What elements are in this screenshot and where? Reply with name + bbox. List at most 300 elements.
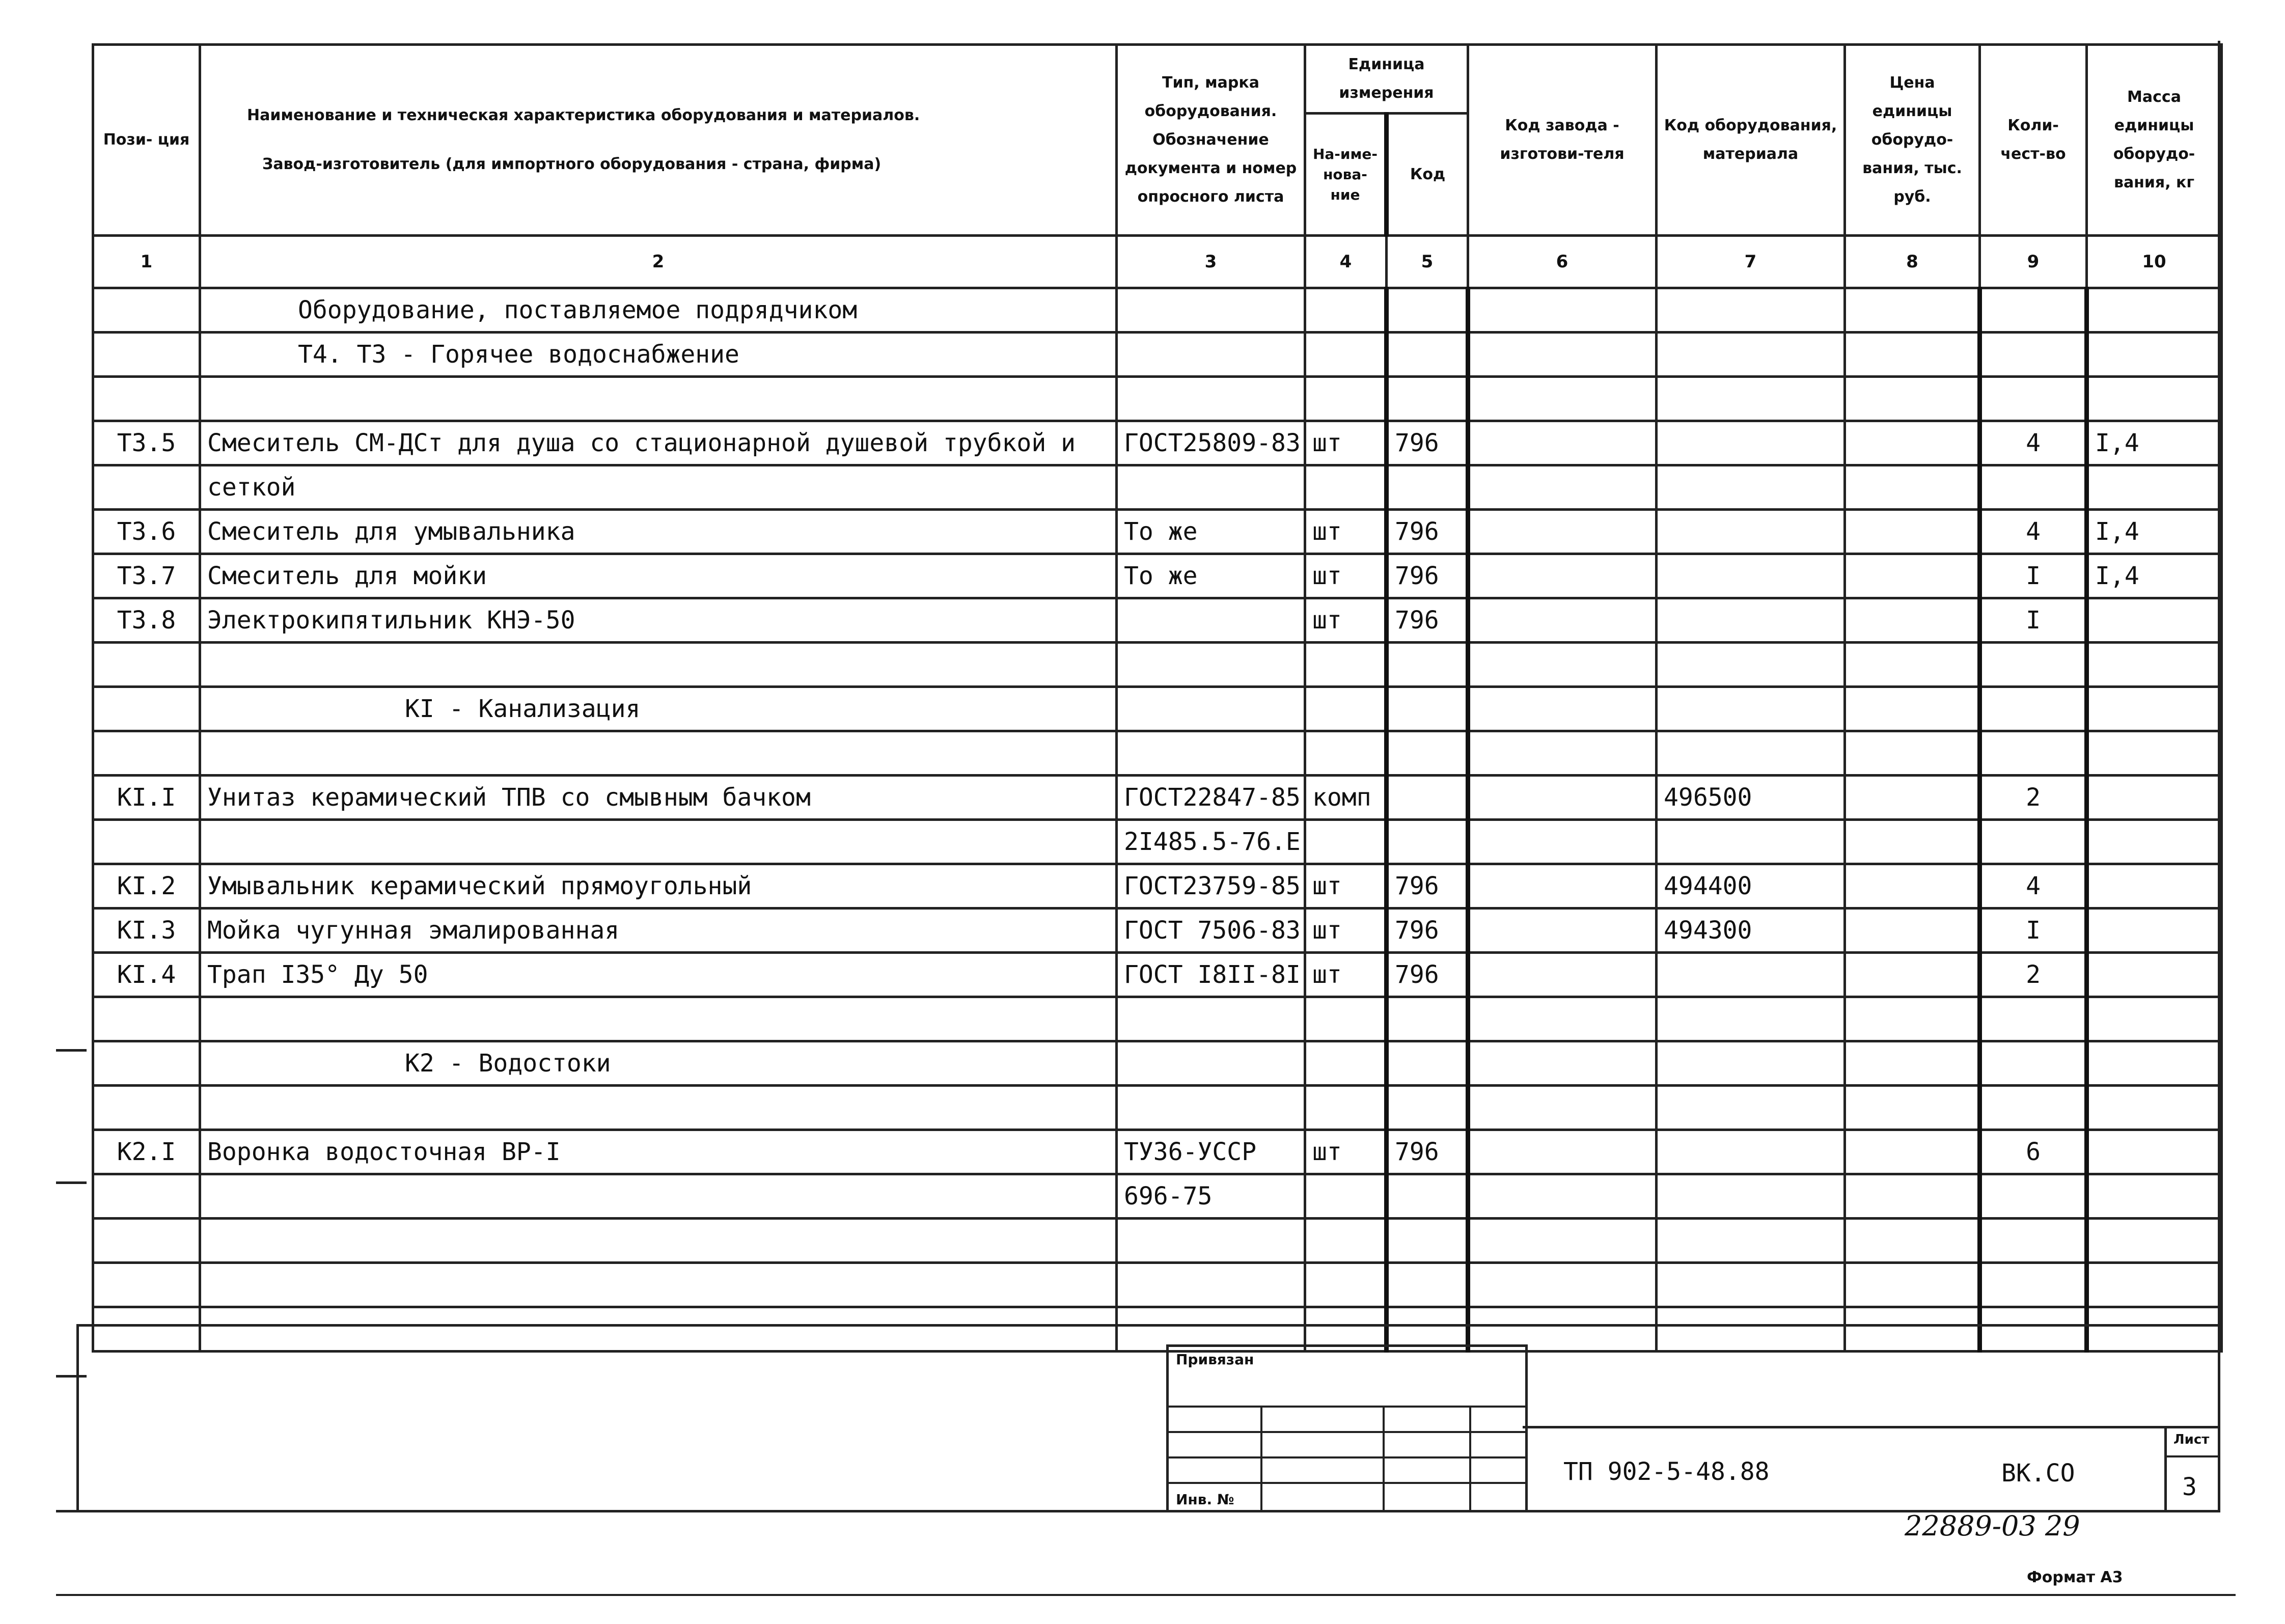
header-position: Пози- ция [93,45,200,236]
table-row [93,997,2222,1041]
price-cell [1845,1130,1980,1174]
unit-code-cell: 796 [1387,1130,1468,1174]
type-cell: ГОСТ25809-83 [1117,421,1305,465]
type-cell [1117,1041,1305,1086]
quantity-cell [1980,643,2087,687]
equipment-code-cell [1657,731,1845,776]
plant-code-cell [1468,465,1657,510]
header-equipment-code: Код оборудования, материала [1657,45,1845,236]
name-cell: Трап I35° Ду 50 [200,953,1117,997]
mass-cell [2087,1041,2222,1086]
unit-name-cell [1305,997,1387,1041]
plant-code-cell [1468,820,1657,864]
col-number: 3 [1117,236,1305,288]
table-row [93,909,2222,953]
position-cell [93,643,200,687]
header-name [200,45,1117,236]
plant-code-cell [1468,864,1657,909]
mass-cell [2087,864,2222,909]
table-row [93,1263,2222,1307]
price-cell [1845,510,1980,554]
quantity-cell [1980,1307,2087,1352]
quantity-cell: I [1980,909,2087,953]
unit-name-cell [1305,465,1387,510]
equipment-code-cell [1657,421,1845,465]
quantity-cell [1980,1263,2087,1307]
unit-code-cell: 796 [1387,598,1468,643]
price-cell [1845,1219,1980,1263]
name-cell [200,643,1117,687]
table-row [93,731,2222,776]
unit-name-cell: шт [1305,421,1387,465]
frame-line [56,1594,2236,1596]
name-cell: Унитаз керамический ТПВ со смывным бачком [200,776,1117,820]
mass-cell: I,4 [2087,421,2222,465]
quantity-cell [1980,1174,2087,1219]
specification-table [92,43,2223,1353]
plant-code-cell [1468,909,1657,953]
quantity-cell [1980,997,2087,1041]
mass-cell [2087,820,2222,864]
unit-code-cell [1387,1041,1468,1086]
header-type: Тип, марка оборудования. Обозначение документа и номер опросного листа [1117,45,1305,236]
frame-line [76,1324,79,1512]
unit-name-cell: шт [1305,598,1387,643]
table-row [93,377,2222,421]
name-cell [200,997,1117,1041]
type-cell: ГОСТ22847-85 [1117,776,1305,820]
tied-label: Привязан [1176,1351,1254,1368]
stamp-line [1169,1482,1525,1484]
unit-code-cell [1387,643,1468,687]
stamp-line [1169,1406,1525,1408]
quantity-cell: 4 [1980,421,2087,465]
equipment-code-cell [1657,953,1845,997]
unit-code-cell [1387,997,1468,1041]
quantity-cell [1980,1219,2087,1263]
plant-code-cell [1468,288,1657,333]
format-label: Формат А3 [2027,1568,2123,1586]
header-quantity: Коли-чест-во [1980,45,2087,236]
unit-code-cell [1387,687,1468,731]
name-cell: Воронка водосточная ВР-I [200,1130,1117,1174]
equipment-code-cell [1657,333,1845,377]
equipment-code-cell [1657,1263,1845,1307]
price-cell [1845,909,1980,953]
header-unit-group: Единица измерения [1305,45,1468,114]
unit-code-cell [1387,1219,1468,1263]
header-price: Цена единицы оборудо-вания, тыс. руб. [1845,45,1980,236]
frame-line [2164,1426,2167,1512]
price-cell [1845,1041,1980,1086]
unit-name-cell: шт [1305,864,1387,909]
unit-code-cell: 796 [1387,510,1468,554]
frame-line [2164,1455,2220,1457]
unit-name-cell: шт [1305,1130,1387,1174]
unit-name-cell [1305,1041,1387,1086]
table-body [93,288,2222,1352]
price-cell [1845,1263,1980,1307]
type-cell: ГОСТ23759-85 [1117,864,1305,909]
name-cell [200,1086,1117,1130]
inventory-label: Инв. № [1176,1491,1234,1508]
unit-name-cell [1305,1174,1387,1219]
position-cell [93,820,200,864]
mass-cell [2087,643,2222,687]
col-number: 9 [1980,236,2087,288]
col-number: 2 [200,236,1117,288]
table-row [93,465,2222,510]
position-cell [93,288,200,333]
price-cell [1845,554,1980,598]
table-row [93,288,2222,333]
frame-line [1523,1426,2220,1428]
quantity-cell [1980,1041,2087,1086]
stamp-line [1383,1406,1385,1510]
table-row [93,687,2222,731]
unit-name-cell: шт [1305,510,1387,554]
mass-cell [2087,1130,2222,1174]
mass-cell [2087,465,2222,510]
position-cell: КI.I [93,776,200,820]
equipment-code-cell [1657,643,1845,687]
unit-code-cell [1387,776,1468,820]
col-number: 6 [1468,236,1657,288]
mass-cell [2087,997,2222,1041]
unit-name-cell [1305,288,1387,333]
unit-code-cell [1387,1263,1468,1307]
position-cell: Т3.6 [93,510,200,554]
name-cell [200,731,1117,776]
type-cell [1117,377,1305,421]
mass-cell [2087,1307,2222,1352]
price-cell [1845,598,1980,643]
equipment-code-cell [1657,820,1845,864]
mass-cell: I,4 [2087,510,2222,554]
header-name-line1: Наименование и техническая характеристика оборудования и материалов. [247,106,920,124]
price-cell [1845,288,1980,333]
type-cell [1117,643,1305,687]
price-cell [1845,1174,1980,1219]
stamp-line [1169,1456,1525,1458]
table-row [93,953,2222,997]
table-row [93,1086,2222,1130]
mass-cell [2087,1086,2222,1130]
equipment-code-cell [1657,598,1845,643]
mass-cell [2087,687,2222,731]
mass-cell [2087,776,2222,820]
quantity-cell: 4 [1980,864,2087,909]
header-name-line2: Завод-изготовитель (для импортного оборудования - страна, фирма) [262,155,882,173]
position-cell [93,465,200,510]
quantity-cell [1980,687,2087,731]
col-number: 7 [1657,236,1845,288]
table-row [93,554,2222,598]
position-cell: КI.4 [93,953,200,997]
equipment-code-cell [1657,377,1845,421]
mass-cell [2087,1174,2222,1219]
type-cell [1117,997,1305,1041]
unit-code-cell: 796 [1387,864,1468,909]
unit-name-cell [1305,643,1387,687]
position-cell: Т3.8 [93,598,200,643]
quantity-cell: 6 [1980,1130,2087,1174]
mass-cell [2087,731,2222,776]
col-number: 5 [1387,236,1468,288]
quantity-cell [1980,465,2087,510]
position-cell: КI.3 [93,909,200,953]
price-cell [1845,1086,1980,1130]
document-mark: ВК.СО [2001,1459,2075,1488]
name-cell: Оборудование, поставляемое подрядчиком [200,288,1117,333]
unit-name-cell [1305,1263,1387,1307]
quantity-cell: 2 [1980,953,2087,997]
table-row [93,643,2222,687]
unit-code-cell [1387,333,1468,377]
sheet-label: Лист [2173,1432,2210,1447]
mass-cell [2087,909,2222,953]
position-cell [93,1086,200,1130]
type-cell [1117,1263,1305,1307]
quantity-cell [1980,377,2087,421]
table-row [93,1307,2222,1352]
unit-name-cell [1305,820,1387,864]
unit-name-cell: комп [1305,776,1387,820]
price-cell [1845,421,1980,465]
plant-code-cell [1468,643,1657,687]
unit-code-cell: 796 [1387,554,1468,598]
quantity-cell [1980,288,2087,333]
price-cell [1845,377,1980,421]
header-unit-code: Код [1387,114,1468,236]
name-cell: КI - Канализация [200,687,1117,731]
name-cell [200,1174,1117,1219]
unit-code-cell [1387,731,1468,776]
plant-code-cell [1468,333,1657,377]
type-cell: ГОСТ 7506-83 [1117,909,1305,953]
position-cell [93,1219,200,1263]
mass-cell [2087,598,2222,643]
equipment-code-cell [1657,1086,1845,1130]
type-cell [1117,598,1305,643]
unit-name-cell [1305,1219,1387,1263]
name-cell: Смеситель СМ-ДСт для душа со стационарной душевой трубкой и [200,421,1117,465]
quantity-cell [1980,333,2087,377]
table-row [93,1174,2222,1219]
margin-tick [56,1375,87,1378]
unit-name-cell: шт [1305,554,1387,598]
quantity-cell [1980,731,2087,776]
col-number: 8 [1845,236,1980,288]
position-cell [93,1307,200,1352]
plant-code-cell [1468,510,1657,554]
position-cell [93,1041,200,1086]
handwritten-number: 22889-03 29 [1905,1510,2080,1542]
price-cell [1845,465,1980,510]
position-cell [93,687,200,731]
equipment-code-cell [1657,554,1845,598]
mass-cell [2087,288,2222,333]
plant-code-cell [1468,1130,1657,1174]
type-cell: То же [1117,554,1305,598]
column-numbers-row [93,236,2222,288]
col-number: 1 [93,236,200,288]
plant-code-cell [1468,1219,1657,1263]
mass-cell [2087,1263,2222,1307]
position-cell: Т3.7 [93,554,200,598]
position-cell [93,1263,200,1307]
mass-cell: I,4 [2087,554,2222,598]
price-cell [1845,643,1980,687]
stamp-line [1469,1406,1471,1510]
position-cell [93,1174,200,1219]
equipment-code-cell [1657,510,1845,554]
equipment-code-cell: 494300 [1657,909,1845,953]
header-unit-name: На-име-нова-ние [1305,114,1387,236]
position-cell [93,377,200,421]
unit-name-cell [1305,1086,1387,1130]
table-row [93,510,2222,554]
name-cell [200,1219,1117,1263]
col-number: 10 [2087,236,2222,288]
type-cell: 2I485.5-76.Е [1117,820,1305,864]
table-row [93,864,2222,909]
type-cell [1117,1219,1305,1263]
unit-code-cell: 796 [1387,909,1468,953]
type-cell: ТУ36-УССР [1117,1130,1305,1174]
position-cell: К2.I [93,1130,200,1174]
mass-cell [2087,1219,2222,1263]
price-cell [1845,864,1980,909]
unit-name-cell: шт [1305,909,1387,953]
document-number: ТП 902-5-48.88 [1563,1457,1770,1486]
name-cell [200,1263,1117,1307]
price-cell [1845,997,1980,1041]
price-cell [1845,333,1980,377]
plant-code-cell [1468,1086,1657,1130]
position-cell [93,731,200,776]
name-cell: Мойка чугунная эмалированная [200,909,1117,953]
quantity-cell [1980,1086,2087,1130]
sheet-number: 3 [2182,1473,2197,1501]
position-cell [93,997,200,1041]
quantity-cell [1980,820,2087,864]
col-number: 4 [1305,236,1387,288]
quantity-cell: 2 [1980,776,2087,820]
unit-name-cell [1305,731,1387,776]
table-row [93,1130,2222,1174]
type-cell: То же [1117,510,1305,554]
name-cell [200,820,1117,864]
equipment-code-cell [1657,1219,1845,1263]
name-cell [200,1307,1117,1352]
unit-name-cell [1305,377,1387,421]
table-row [93,598,2222,643]
type-cell [1117,687,1305,731]
margin-tick [56,1049,87,1052]
type-cell [1117,288,1305,333]
plant-code-cell [1468,776,1657,820]
plant-code-cell [1468,554,1657,598]
table-row [93,1041,2222,1086]
equipment-code-cell: 494400 [1657,864,1845,909]
unit-name-cell [1305,687,1387,731]
name-cell [200,377,1117,421]
position-cell: КI.2 [93,864,200,909]
price-cell [1845,731,1980,776]
unit-name-cell: шт [1305,953,1387,997]
type-cell: 696-75 [1117,1174,1305,1219]
plant-code-cell [1468,421,1657,465]
equipment-code-cell [1657,288,1845,333]
header-plant-code: Код завода - изготови-теля [1468,45,1657,236]
quantity-cell: I [1980,598,2087,643]
type-cell: ГОСТ I8II-8I [1117,953,1305,997]
plant-code-cell [1468,1041,1657,1086]
header-mass: Масса единицы оборудо-вания, кг [2087,45,2222,236]
stamp-line [1169,1431,1525,1433]
plant-code-cell [1468,1263,1657,1307]
type-cell [1117,1086,1305,1130]
name-cell: сеткой [200,465,1117,510]
name-cell: Т4. Т3 - Горячее водоснабжение [200,333,1117,377]
equipment-code-cell [1657,687,1845,731]
type-cell [1117,333,1305,377]
quantity-cell: I [1980,554,2087,598]
unit-code-cell [1387,1086,1468,1130]
plant-code-cell [1468,377,1657,421]
name-cell: Умывальник керамический прямоугольный [200,864,1117,909]
unit-code-cell [1387,1174,1468,1219]
plant-code-cell [1468,598,1657,643]
table-row [93,421,2222,465]
plant-code-cell [1468,731,1657,776]
price-cell [1845,953,1980,997]
unit-code-cell [1387,465,1468,510]
equipment-code-cell [1657,1174,1845,1219]
equipment-code-cell [1657,997,1845,1041]
mass-cell [2087,953,2222,997]
frame-line [76,1324,2220,1327]
unit-name-cell [1305,333,1387,377]
plant-code-cell [1468,953,1657,997]
price-cell [1845,687,1980,731]
unit-code-cell [1387,820,1468,864]
approval-stamp [1166,1344,1528,1512]
type-cell [1117,731,1305,776]
equipment-code-cell [1657,1041,1845,1086]
table-row [93,820,2222,864]
unit-code-cell [1387,288,1468,333]
frame-line [2218,41,2220,1512]
table-row [93,333,2222,377]
equipment-code-cell [1657,1307,1845,1352]
table-row [93,776,2222,820]
position-cell [93,333,200,377]
plant-code-cell [1468,997,1657,1041]
equipment-code-cell: 496500 [1657,776,1845,820]
plant-code-cell [1468,1174,1657,1219]
name-cell: Смеситель для умывальника [200,510,1117,554]
name-cell: Смеситель для мойки [200,554,1117,598]
frame-line [56,1510,2220,1512]
equipment-code-cell [1657,1130,1845,1174]
name-cell: К2 - Водостоки [200,1041,1117,1086]
type-cell [1117,465,1305,510]
margin-tick [56,1181,87,1184]
unit-code-cell: 796 [1387,421,1468,465]
table-header [93,45,2222,288]
